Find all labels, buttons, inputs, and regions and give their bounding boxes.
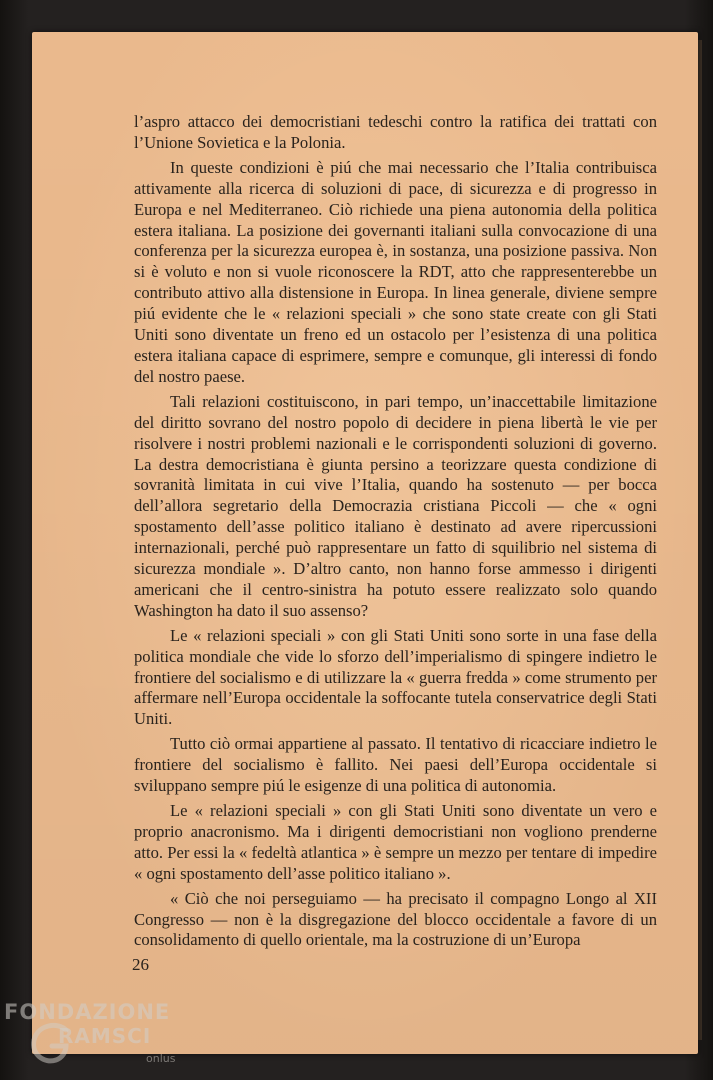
paragraph: Le « relazioni speciali » con gli Stati Uniti sono diventate un vero e proprio anacronismo. Ma i dirigenti democristiani non vogliono prenderne atto. Per essi la « fedeltà atlantica » è sempre un mezzo per tentare di impedire « ogni spostamento dell’asse politico italiano ». [134,801,657,883]
paragraph: « Ciò che noi perseguiamo — ha precisato il compagno Longo al XII Congresso — non è la disgregazione del blocco occidentale a favore di un consolidamento di quello orientale, ma la costruzione di un’Europa [134,888,657,950]
watermark-line-2: RAMSCI [58,1024,152,1048]
paragraph: Le « relazioni speciali » con gli Stati Uniti sono sorte in una fase della politica mondiale che vide lo sforzo dell’imperialismo di spingere indietro le frontiere del socialismo e di utilizzare la « guerra fredda » come strumento per affermare nell’Europa occidentale la soffocante tutela conservatrice degli Stati Uniti. [134,625,657,729]
paragraph: Tutto ciò ormai appartiene al passato. Il tentativo di ricacciare indietro le frontiere del socialismo è fallito. Nei paesi dell’Europa occidentale si sviluppano sempre piú le esigenze di una politica di autonomia. [134,734,657,796]
watermark-line-1: FONDAZIONE [4,1000,171,1024]
paragraph: Tali relazioni costituiscono, in pari tempo, un’inaccettabile limitazione del diritto sovrano del nostro popolo di decidere in piena libertà le vie per risolvere i nostri problemi nazionali e le corrispondenti soluzioni di governo. La destra democristiana è giunta persino a teorizzare questa condizione di sovranità limitata in cui vive l’Italia, quando ha sostenuto — per bocca dell’allora segretario della Democrazia cristiana Piccoli — che « ogni spostamento dell’asse politico italiano è destinato ad avere ripercussioni internazionali, perché può rappresentare un fatto di squilibrio nel sistema di sicurezza mondiale ». D’altro canto, non hanno forse ammesso i dirigenti americani che il centro-sinistra ha potuto essere realizzato solo quando Washington ha dato il suo assenso? [134,391,657,620]
fondazione-gramsci-watermark [0,998,200,1068]
paragraph: In queste condizioni è piú che mai necessario che l’Italia contribuisca attivamente alla ricerca di soluzioni di pace, di sicurezza e di progresso in Europa e nel Mediterraneo. Ciò richiede una piena autonomia della politica estera italiana. La posizione dei governanti italiani sulla convocazione di una conferenza per la sicurezza europea è, in sostanza, una posizione passiva. Non si è voluto e non si vuole riconoscere la RDT, atto che rappresenterebbe un contributo attivo alla distensione in Europa. In linea generale, diviene sempre piú evidente che le « relazioni speciali » che sono state create con gli Stati Uniti sono diventate un freno ed un ostacolo per l’esistenza di una politica estera italiana capace di esprimere, sempre e comunque, gli interessi di fondo del nostro paese. [134,157,657,386]
watermark-line-3: onlus [146,1052,176,1065]
page-number: 26 [132,955,149,974]
body-text [134,112,657,955]
paragraph: l’aspro attacco dei democristiani tedeschi contro la ratifica dei trattati con l’Unione Sovietica e la Polonia. [134,112,657,152]
